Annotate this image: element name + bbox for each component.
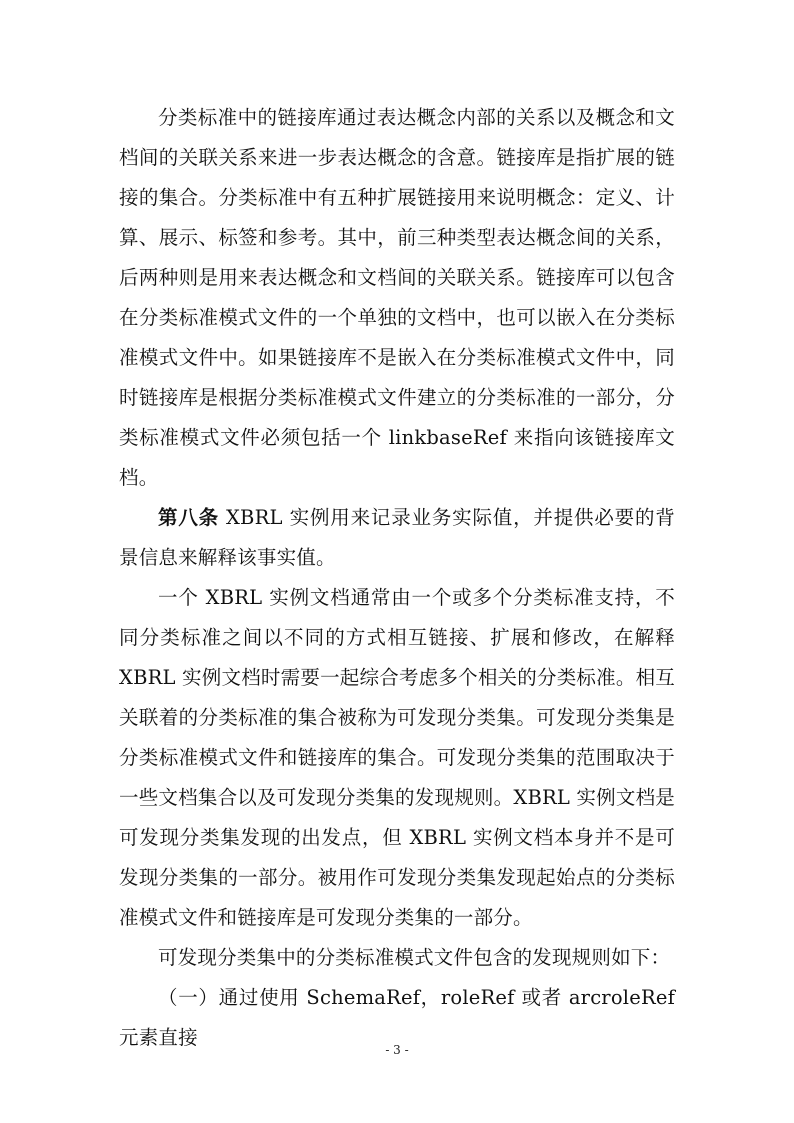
paragraph-dts: 一个 XBRL 实例文档通常由一个或多个分类标准支持，不同分类标准之间以不同的方式相互链接、扩展和修改，在解释 XBRL 实例文档时需要一起综合考虑多个相关的分类标准。相互关联着的分类标准的集合被称为可发现分类集。可发现分类集是分类标准模式文件和链接库的集合。可发现分类集的范围取决于一些文档集合以及可发现分类集的发现规则。XBRL 实例文档是可发现分类集发现的出发点，但 XBRL 实例文档本身并不是可发现分类集的一部分。被用作可发现分类集发现起始点的分类标准模式文件和链接库是可发现分类集的一部分。 — [119, 586, 675, 929]
document-body — [119, 98, 675, 1058]
paragraph-linkbase: 分类标准中的链接库通过表达概念内部的关系以及概念和文档间的关联关系来进一步表达概念的含意。链接库是指扩展的链接的集合。分类标准中有五种扩展链接用来说明概念：定义、计算、展示、标签和参考。其中，前三种类型表达概念间的关系，后两种则是用来表达概念和文档间的关联关系。链接库可以包含在分类标准模式文件的一个单独的文档中，也可以嵌入在分类标准模式文件中。如果链接库不是嵌入在分类标准模式文件中，同时链接库是根据分类标准模式文件建立的分类标准的一部分，分类标准模式文件必须包括一个 linkbaseRef 来指向该链接库文档。 — [119, 106, 675, 489]
article-text: XBRL 实例用来记录业务实际值，并提供必要的背景信息来解释该事实值。 — [119, 506, 675, 569]
page-number: - 3 - — [385, 1043, 409, 1057]
paragraph-discovery-rules: 可发现分类集中的分类标准模式文件包含的发现规则如下： — [158, 946, 671, 969]
paragraph-article-eight — [119, 498, 675, 578]
paragraph-rule-one: （一）通过使用 SchemaRef，roleRef 或者 arcroleRef 元素直接 — [119, 986, 675, 1049]
article-label: 第八条 — [158, 506, 219, 529]
